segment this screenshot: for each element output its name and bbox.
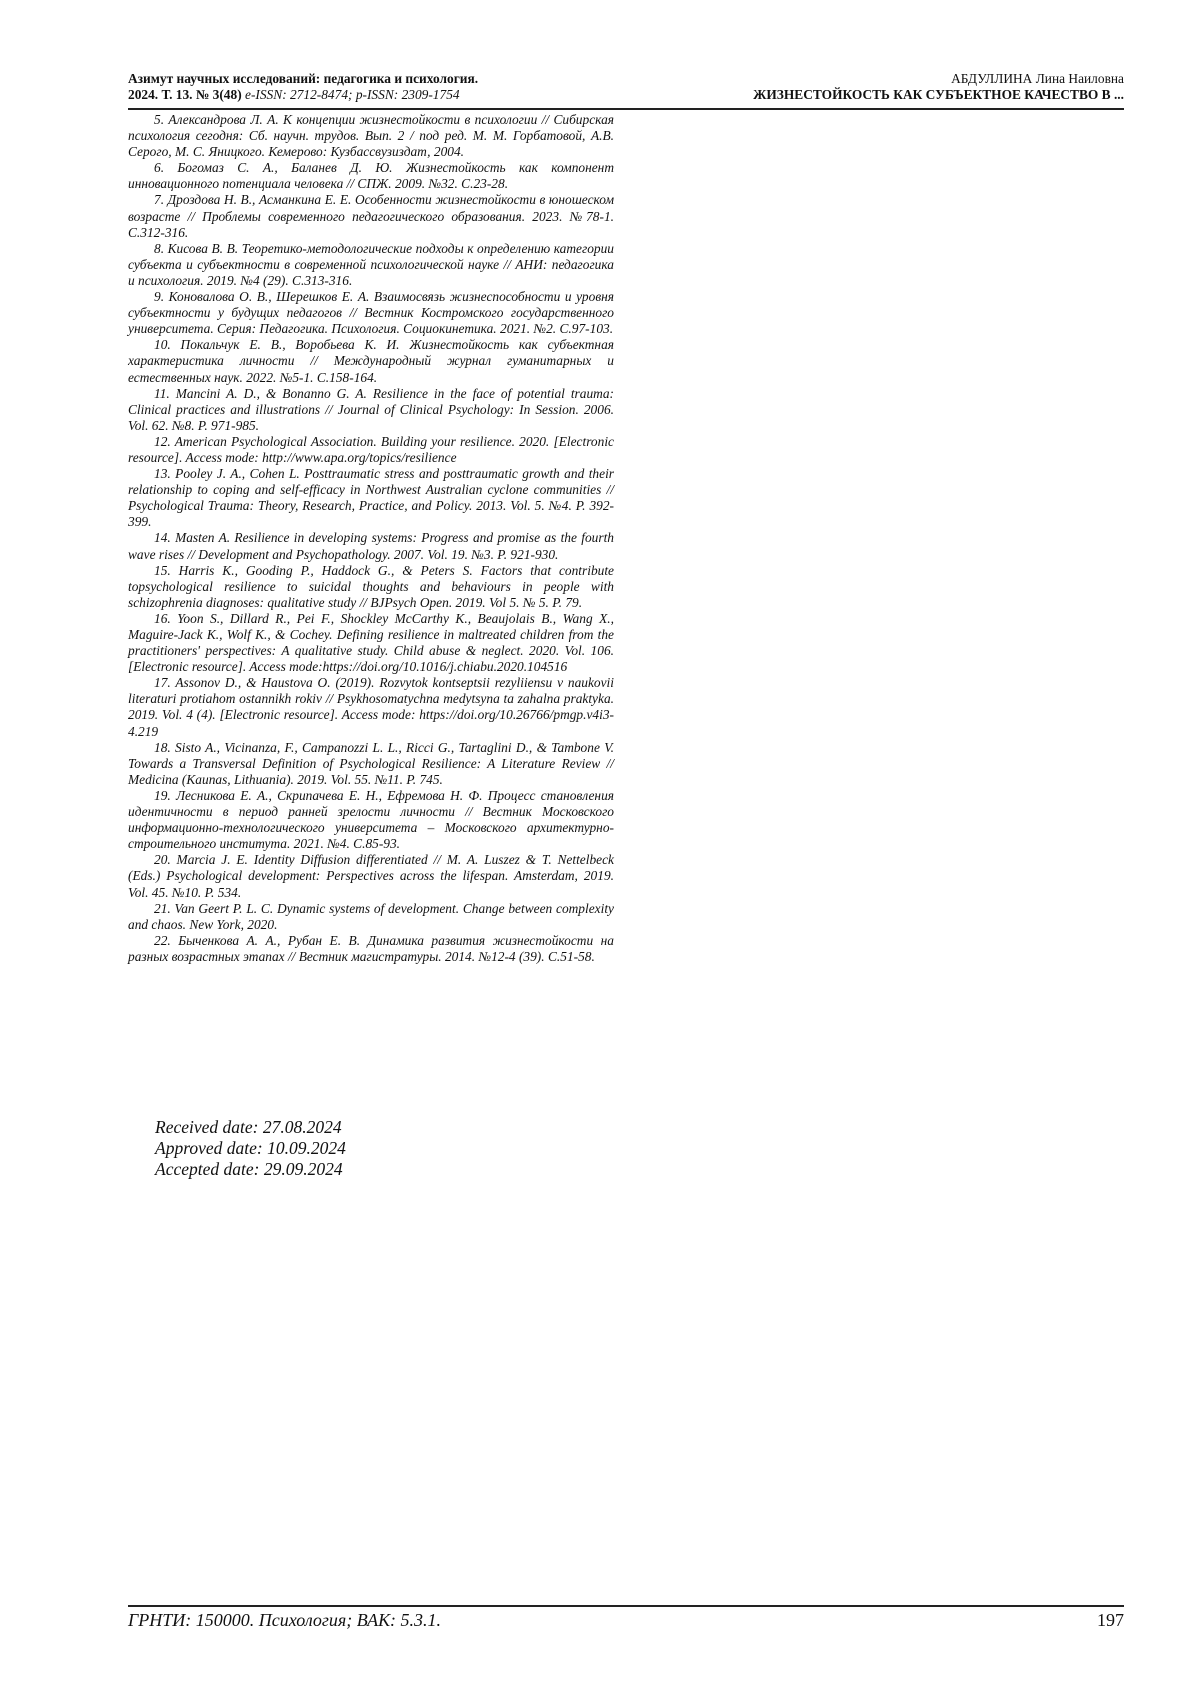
reference-item: 7. Дроздова Н. В., Асманкина Е. Е. Особенности жизнестойкости в юношеском возрасте // Проблемы современного педагогического образования. 2023. №78-1. С.312-316. [128, 192, 614, 240]
reference-item: 6. Богомаз С. А., Баланев Д. Ю. Жизнестойкость как компонент инновационного потенциала человека // СПЖ. 2009. №32. С.23-28. [128, 160, 614, 192]
footer-classification: ГРНТИ: 150000. Психология; ВАК: 5.3.1. [128, 1610, 442, 1630]
reference-item: 21. Van Geert P. L. C. Dynamic systems of development. Change between complexity and chaos. New York, 2020. [128, 900, 614, 932]
reference-item: 15. Harris K., Gooding P., Haddock G., & Peters S. Factors that contribute topsychological resilience to suicidal thoughts and behaviours in people with schizophrenia diagnoses: qualitative study // BJPsych Open. 2019. Vol 5. № 5. P. 79. [128, 562, 614, 610]
approved-date: Approved date: 10.09.2024 [155, 1138, 346, 1158]
running-header [128, 71, 1124, 109]
journal-issue: 2024. Т. 13. № 3(48) [128, 87, 242, 102]
article-dates [155, 1117, 346, 1180]
header-rule [128, 108, 1124, 110]
reference-item: 9. Коновалова О. В., Шерешков Е. А. Взаимосвязь жизнеспособности и уровня субъектности у будущих педагогов // Вестник Костромского государственного университета. Серия: Педагогика. Психология. Социокинетика. 2021. №2. С.97-103. [128, 289, 614, 337]
reference-item: 8. Кисова В. В. Теоретико-методологические подходы к определению категории субъекта и субъектности в современной психологической науке // АНИ: педагогика и психология. 2019. №4 (29). С.313-316. [128, 240, 614, 288]
reference-item: 19. Лесникова Е. А., Скрипачева Е. Н., Ефремова Н. Ф. Процесс становления идентичности в период ранней зрелости личности // Вестник Московского информационно-технологического университета – Московского архитектурно-строительного института. 2021. №4. С.85-93. [128, 787, 614, 852]
header-journal-info [128, 71, 478, 103]
journal-issn: e-ISSN: 2712-8474; p-ISSN: 2309-1754 [241, 87, 460, 102]
reference-item: 12. American Psychological Association. Building your resilience. 2020. [Electronic resource]. Access mode: http://www.apa.org/topics/resilience [128, 433, 614, 465]
article-author: АБДУЛЛИНА Лина Наиловна [951, 71, 1124, 86]
reference-item: 10. Покальчук Е. В., Воробьева К. И. Жизнестойкость как субъектная характеристика личности // Международный журнал гуманитарных и естественных наук. 2022. №5-1. С.158-164. [128, 337, 614, 385]
reference-item: 13. Pooley J. A., Cohen L. Posttraumatic stress and posttraumatic growth and their relationship to coping and self-efficacy in Northwest Australian cyclone communities // Psychological Trauma: Theory, Research, Practice, and Policy. 2013. Vol. 5. №4. P. 392-399. [128, 466, 614, 530]
reference-item: 16. Yoon S., Dillard R., Pei F., Shockley McCarthy K., Beaujolais B., Wang X., Maguire-Jack K., Wolf K., & Cochey. Defining resilience in maltreated children from the practitioners' perspectives: A qualitative study. Child abuse & neglect. 2020. Vol. 106. [Electronic resource]. Access mode:https://doi.org/10.1016/j.chiabu.2020.104516 [128, 610, 614, 675]
accepted-date: Accepted date: 29.09.2024 [155, 1159, 343, 1179]
page-number: 197 [1097, 1610, 1124, 1630]
header-article-info [753, 71, 1124, 103]
journal-title: Азимут научных исследований: педагогика и психология. [128, 71, 479, 86]
reference-item: 5. Александрова Л. А. К концепции жизнестойкости в психологии // Сибирская психология сегодня: Сб. научн. трудов. Вып. 2 / под ред. М. М. Горбатовой, А.В. Серого, М. С. Яницкого. Кемерово: Кузбассвузиздат, 2004. [128, 112, 614, 160]
received-date: Received date: 27.08.2024 [155, 1117, 342, 1137]
reference-item: 17. Assonov D., & Haustova O. (2019). Rozvytok kontseptsii rezyliiensu v naukovii literaturi protiahom ostannikh rokiv // Psykhosomatychna medytsyna ta zahalna praktyka. 2019. Vol. 4 (4). [Electronic resource]. Access mode: https://doi.org/10.26766/pmgp.v4i3- 4.219 [128, 675, 614, 739]
reference-item: 14. Masten A. Resilience in developing systems: Progress and promise as the fourth wave rises // Development and Psychopathology. 2007. Vol. 19. №3. P. 921-930. [128, 530, 614, 562]
reference-item: 11. Mancini A. D., & Bonanno G. A. Resilience in the face of potential trauma: Clinical practices and illustrations // Journal of Clinical Psychology: In Session. 2006. Vol. 62. №8. P. 971-985. [128, 385, 614, 433]
reference-item: 20. Marcia J. E. Identity Diffusion differentiated // M. A. Luszez & T. Nettelbeck (Eds.) Psychological development: Perspectives across the lifespan. Amsterdam, 2019. Vol. 45. №10. P. 534. [128, 852, 614, 900]
footer-rule [128, 1605, 1124, 1607]
reference-item: 18. Sisto A., Vicinanza, F., Campanozzi L. L., Ricci G., Tartaglini D., & Tambone V. Towards a Transversal Definition of Psychological Resilience: A Literature Review // Medicina (Kaunas, Lithuania). 2019. Vol. 55. №11. P. 745. [128, 739, 614, 787]
reference-item: 22. Быченкова А. А., Рубан Е. В. Динамика развития жизнестойкости на разных возрастных этапах // Вестник магистратуры. 2014. №12-4 (39). С.51-58. [128, 932, 614, 964]
reference-list [128, 112, 614, 965]
journal-issue-line [128, 87, 478, 103]
article-title: ЖИЗНЕСТОЙКОСТЬ КАК СУБЪЕКТНОЕ КАЧЕСТВО В ... [753, 87, 1124, 102]
